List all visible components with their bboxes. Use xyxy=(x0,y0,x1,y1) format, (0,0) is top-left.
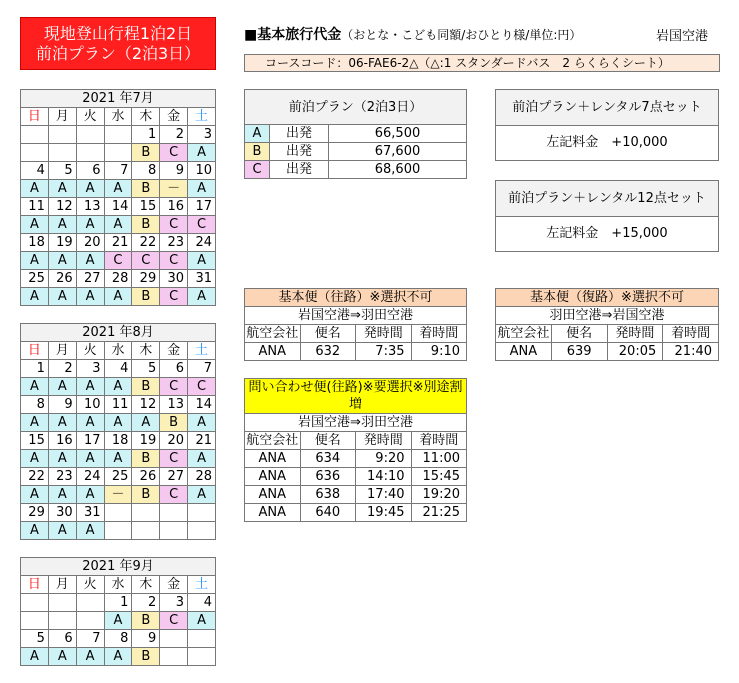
calendar-price-code: A xyxy=(104,288,132,306)
flight-cell: ANA xyxy=(245,343,301,361)
weekday-header: 火 xyxy=(76,576,104,594)
departure-airport: 岩国空港 xyxy=(656,29,709,44)
calendar-price-code xyxy=(104,522,132,540)
weekday-header: 金 xyxy=(160,342,188,360)
calendar-price-code: A xyxy=(48,216,76,234)
calendar-day: 13 xyxy=(160,396,188,414)
calendar-price-code: B xyxy=(132,180,160,198)
weekday-header: 金 xyxy=(160,576,188,594)
weekday-header: 水 xyxy=(104,108,132,126)
calendar-price-code: A xyxy=(132,414,160,432)
calendar-day: 23 xyxy=(48,468,76,486)
flight-cell: ANA xyxy=(245,504,301,522)
plan-title-line2: 前泊プラン（2泊3日） xyxy=(35,44,201,63)
flight-row xyxy=(496,343,719,361)
calendar-price-code: A xyxy=(188,612,216,630)
flight-cell: 638 xyxy=(300,486,356,504)
calendar-price-code: C xyxy=(160,612,188,630)
calendar-price-code: A xyxy=(48,648,76,666)
calendar-day: 6 xyxy=(160,360,188,378)
calendar-price-code: C xyxy=(160,144,188,162)
calendar-day: 7 xyxy=(104,162,132,180)
calendar-day: 4 xyxy=(21,162,49,180)
flight-cell: ANA xyxy=(245,486,301,504)
calendar-day: 28 xyxy=(188,468,216,486)
flight-column-header: 発時間 xyxy=(607,325,663,343)
calendar-day: 7 xyxy=(188,360,216,378)
calendar-price-code: A xyxy=(76,216,104,234)
calendar-price-code: － xyxy=(160,180,188,198)
calendar-day xyxy=(48,594,76,612)
calendar-day: 31 xyxy=(76,504,104,522)
calendar-day: 23 xyxy=(160,234,188,252)
flight-cell: 11:00 xyxy=(411,450,467,468)
flight-row xyxy=(245,450,467,468)
price-code: A xyxy=(245,125,270,143)
calendar-day: 10 xyxy=(188,162,216,180)
weekday-header: 水 xyxy=(104,342,132,360)
flight-row xyxy=(245,343,467,361)
calendar-price-code: C xyxy=(160,486,188,504)
calendar-price-code: B xyxy=(160,414,188,432)
rental-12-header: 前泊プラン＋レンタル12点セット xyxy=(496,181,718,217)
calendar-price-code: A xyxy=(188,414,216,432)
weekday-header: 月 xyxy=(48,576,76,594)
price-code: B xyxy=(245,143,270,161)
flight-cell: 21:40 xyxy=(663,343,719,361)
calendar-price-code xyxy=(21,612,49,630)
calendar-day: 14 xyxy=(188,396,216,414)
price-heading xyxy=(244,24,581,44)
calendar-day: 26 xyxy=(132,468,160,486)
calendar-price-code: C xyxy=(160,378,188,396)
calendar-day: 6 xyxy=(48,630,76,648)
calendar-price-code: A xyxy=(104,180,132,198)
flight-column-header: 着時間 xyxy=(663,325,719,343)
calendar-price-code: A xyxy=(104,216,132,234)
calendar-price-code: A xyxy=(21,414,49,432)
flight-cell: 9:20 xyxy=(356,450,412,468)
flight-route: 岩国空港⇒羽田空港 xyxy=(245,414,467,432)
calendar-day: 8 xyxy=(132,162,160,180)
calendar-price-code: B xyxy=(132,378,160,396)
rental-12-price: 左記料金 +15,000 xyxy=(546,226,668,241)
calendar-price-code: A xyxy=(76,414,104,432)
calendar-day xyxy=(160,504,188,522)
calendar-day xyxy=(76,594,104,612)
flight-cell: 15:45 xyxy=(411,468,467,486)
calendar-day: 12 xyxy=(132,396,160,414)
calendar-price-code: A xyxy=(76,252,104,270)
weekday-header: 月 xyxy=(48,342,76,360)
calendar-price-code: A xyxy=(21,288,49,306)
calendar-price-code: A xyxy=(104,378,132,396)
flight-column-header: 航空会社 xyxy=(246,433,299,448)
calendar-price-code: A xyxy=(21,450,49,468)
flight-cell: 14:10 xyxy=(356,468,412,486)
flight-cell: ANA xyxy=(245,450,301,468)
price-label: 出発 xyxy=(270,143,329,161)
calendar-price-code: C xyxy=(104,252,132,270)
calendar-price-code: A xyxy=(188,252,216,270)
flight-row xyxy=(245,486,467,504)
calendar-day: 1 xyxy=(104,594,132,612)
calendar-price-code: B xyxy=(132,486,160,504)
calendar-price-code: A xyxy=(188,180,216,198)
calendar-price-code: A xyxy=(76,378,104,396)
calendar-price-code: A xyxy=(21,378,49,396)
price-code: C xyxy=(245,161,270,179)
calendar-price-code xyxy=(48,144,76,162)
calendar-price-code: A xyxy=(21,486,49,504)
calendar-day: 31 xyxy=(188,270,216,288)
calendar-price-code: C xyxy=(160,252,188,270)
calendar-day: 27 xyxy=(160,468,188,486)
calendar-price-code: C xyxy=(160,288,188,306)
calendar-day: 14 xyxy=(104,198,132,216)
calendar-price-code: B xyxy=(132,288,160,306)
flight-column-header: 便名 xyxy=(551,325,607,343)
calendar-price-code xyxy=(132,522,160,540)
flight-cell: 640 xyxy=(300,504,356,522)
calendar-price-code: － xyxy=(104,486,132,504)
calendar-day: 27 xyxy=(76,270,104,288)
flight-column-header: 便名 xyxy=(300,432,356,450)
flight-row xyxy=(245,468,467,486)
weekday-header: 土 xyxy=(188,108,216,126)
calendar-day xyxy=(104,504,132,522)
calendar-day: 16 xyxy=(48,432,76,450)
calendar-price-code: A xyxy=(104,414,132,432)
price-row xyxy=(245,125,467,143)
flight-row xyxy=(245,504,467,522)
calendar-day: 24 xyxy=(76,468,104,486)
flight-cell: 632 xyxy=(300,343,356,361)
calendar-day: 11 xyxy=(21,198,49,216)
calendar-price-code: A xyxy=(48,252,76,270)
inquiry-flight-table xyxy=(244,378,467,522)
calendar-day xyxy=(76,126,104,144)
calendar-day: 2 xyxy=(132,594,160,612)
flight-table-title: 基本便（往路）※選択不可 xyxy=(245,289,467,307)
calendar-day: 30 xyxy=(160,270,188,288)
calendar-day: 15 xyxy=(132,198,160,216)
calendar-price-code xyxy=(160,648,188,666)
flight-column-header: 航空会社 xyxy=(246,326,299,341)
calendar-price-code: A xyxy=(104,648,132,666)
flight-column-header: 発時間 xyxy=(356,325,412,343)
calendar-price-code: A xyxy=(188,144,216,162)
calendar-price-code: A xyxy=(188,486,216,504)
calendar-day: 22 xyxy=(21,468,49,486)
calendar-price-code xyxy=(188,648,216,666)
weekday-header: 水 xyxy=(104,576,132,594)
weekday-header: 日 xyxy=(21,342,49,360)
return-flight-table xyxy=(495,288,719,361)
calendar-price-code xyxy=(76,144,104,162)
flight-cell: 19:45 xyxy=(356,504,412,522)
calendar-day xyxy=(21,594,49,612)
calendar-day: 3 xyxy=(160,594,188,612)
calendar-day: 10 xyxy=(76,396,104,414)
weekday-header: 月 xyxy=(48,108,76,126)
calendar-day: 24 xyxy=(188,234,216,252)
weekday-header: 金 xyxy=(160,108,188,126)
calendar-price-code: C xyxy=(188,378,216,396)
calendar-price-code: C xyxy=(160,216,188,234)
flight-cell: 17:40 xyxy=(356,486,412,504)
rental-7-header: 前泊プラン＋レンタル7点セット xyxy=(496,90,718,126)
calendar-price-code xyxy=(21,144,49,162)
flight-cell: 19:20 xyxy=(411,486,467,504)
calendar-day xyxy=(132,504,160,522)
calendar-day: 29 xyxy=(132,270,160,288)
calendar-day: 5 xyxy=(21,630,49,648)
calendar-price-code: A xyxy=(21,522,49,540)
calendar-price-code: A xyxy=(21,216,49,234)
calendar-day xyxy=(104,126,132,144)
weekday-header: 木 xyxy=(132,108,160,126)
calendar-day xyxy=(188,504,216,522)
flight-table-title: 問い合わせ便(往路)※要選択※別途割増 xyxy=(245,379,467,414)
calendar-price-code: A xyxy=(21,180,49,198)
calendar-day: 4 xyxy=(188,594,216,612)
calendar-price-code xyxy=(160,522,188,540)
weekday-header: 日 xyxy=(21,576,49,594)
calendar-price-code: A xyxy=(76,486,104,504)
calendar-day: 3 xyxy=(76,360,104,378)
flight-cell: 636 xyxy=(300,468,356,486)
calendar-price-code: A xyxy=(76,522,104,540)
flight-column-header: 着時間 xyxy=(411,325,467,343)
flight-cell: 7:35 xyxy=(356,343,412,361)
calendar-price-code: A xyxy=(76,450,104,468)
calendar-day: 8 xyxy=(21,396,49,414)
rental-7-price: 左記料金 +10,000 xyxy=(546,135,668,150)
flight-column-header: 発時間 xyxy=(356,432,412,450)
calendar-month-caption: 2021 年8月 xyxy=(21,324,216,342)
flight-table-title: 基本便（復路）※選択不可 xyxy=(496,289,719,307)
calendar-price-code xyxy=(48,612,76,630)
calendar-price-code xyxy=(104,144,132,162)
flight-cell: 639 xyxy=(551,343,607,361)
calendar-price-code: C xyxy=(160,450,188,468)
calendar-day: 2 xyxy=(48,360,76,378)
weekday-header: 土 xyxy=(188,342,216,360)
price-table xyxy=(244,89,467,179)
calendar-day: 12 xyxy=(48,198,76,216)
calendar-price-code: A xyxy=(48,522,76,540)
calendar-price-code: A xyxy=(104,612,132,630)
price-heading-main: ■基本旅行代金 xyxy=(244,27,342,43)
rental-12-box xyxy=(495,180,719,252)
price-value: 68,600 xyxy=(329,161,467,179)
calendar-day: 22 xyxy=(132,234,160,252)
calendar-price-code: A xyxy=(48,288,76,306)
flight-cell: ANA xyxy=(245,468,301,486)
calendar-price-code: A xyxy=(48,486,76,504)
flight-column-header: 便名 xyxy=(300,325,356,343)
calendar-price-code: A xyxy=(48,414,76,432)
price-table-header: 前泊プラン（2泊3日） xyxy=(245,90,467,125)
calendar-day: 20 xyxy=(76,234,104,252)
calendar-day: 7 xyxy=(76,630,104,648)
calendar-price-code: B xyxy=(132,144,160,162)
calendar-day: 25 xyxy=(104,468,132,486)
calendar-price-code xyxy=(188,522,216,540)
calendar-price-code: A xyxy=(188,450,216,468)
calendar-day: 4 xyxy=(104,360,132,378)
calendar-august xyxy=(20,323,216,540)
calendar-day: 9 xyxy=(132,630,160,648)
calendar-day: 16 xyxy=(160,198,188,216)
price-label: 出発 xyxy=(270,161,329,179)
weekday-header: 木 xyxy=(132,342,160,360)
calendar-price-code: A xyxy=(76,180,104,198)
calendar-day: 13 xyxy=(76,198,104,216)
price-row xyxy=(245,161,467,179)
calendar-day xyxy=(160,630,188,648)
calendar-price-code: A xyxy=(48,180,76,198)
calendar-day: 6 xyxy=(76,162,104,180)
calendar-day: 9 xyxy=(160,162,188,180)
calendar-day: 17 xyxy=(188,198,216,216)
calendar-day: 28 xyxy=(104,270,132,288)
calendar-price-code: A xyxy=(48,450,76,468)
calendar-price-code: A xyxy=(76,288,104,306)
flight-route: 羽田空港⇒岩国空港 xyxy=(496,307,719,325)
calendar-day: 29 xyxy=(21,504,49,522)
calendar-price-code: B xyxy=(132,216,160,234)
calendar-day xyxy=(48,126,76,144)
calendar-price-code: C xyxy=(188,216,216,234)
rental-7-box xyxy=(495,89,719,161)
calendar-day: 9 xyxy=(48,396,76,414)
calendar-day: 8 xyxy=(104,630,132,648)
calendar-month-caption: 2021 年9月 xyxy=(21,558,216,576)
calendar-price-code: A xyxy=(104,450,132,468)
flight-column-header: 航空会社 xyxy=(497,326,550,341)
calendar-day: 5 xyxy=(132,360,160,378)
outbound-flight-table xyxy=(244,288,467,361)
flight-column-header: 着時間 xyxy=(411,432,467,450)
calendar-day: 26 xyxy=(48,270,76,288)
calendar-day: 3 xyxy=(188,126,216,144)
calendar-price-code: A xyxy=(21,252,49,270)
calendar-july xyxy=(20,89,216,306)
calendar-price-code: B xyxy=(132,612,160,630)
calendar-price-code: A xyxy=(76,648,104,666)
price-value: 66,500 xyxy=(329,125,467,143)
calendar-price-code: A xyxy=(21,648,49,666)
calendar-day: 1 xyxy=(132,126,160,144)
calendar-day: 5 xyxy=(48,162,76,180)
calendar-day: 30 xyxy=(48,504,76,522)
flight-cell: 634 xyxy=(300,450,356,468)
price-label: 出発 xyxy=(270,125,329,143)
calendar-day: 15 xyxy=(21,432,49,450)
flight-cell: 9:10 xyxy=(411,343,467,361)
calendar-price-code xyxy=(76,612,104,630)
calendar-day xyxy=(188,630,216,648)
calendar-price-code: A xyxy=(188,288,216,306)
calendar-day: 18 xyxy=(21,234,49,252)
calendar-price-code: B xyxy=(132,648,160,666)
calendar-day: 19 xyxy=(48,234,76,252)
calendar-day: 2 xyxy=(160,126,188,144)
calendar-day: 18 xyxy=(104,432,132,450)
calendar-day: 21 xyxy=(188,432,216,450)
calendar-day: 19 xyxy=(132,432,160,450)
calendar-price-code: B xyxy=(132,450,160,468)
calendar-day: 20 xyxy=(160,432,188,450)
calendar-day: 21 xyxy=(104,234,132,252)
price-value: 67,600 xyxy=(329,143,467,161)
calendar-price-code: C xyxy=(132,252,160,270)
calendar-day: 11 xyxy=(104,396,132,414)
price-heading-sub: （おとな・こども同額/おひとり様/単位:円） xyxy=(341,28,582,42)
calendar-month-caption: 2021 年7月 xyxy=(21,90,216,108)
flight-cell: 20:05 xyxy=(607,343,663,361)
calendar-day: 17 xyxy=(76,432,104,450)
calendar-day: 1 xyxy=(21,360,49,378)
weekday-header: 火 xyxy=(76,108,104,126)
plan-title-line1: 現地登山行程1泊2日 xyxy=(43,24,193,43)
plan-title-box xyxy=(20,17,216,70)
weekday-header: 木 xyxy=(132,576,160,594)
calendar-price-code: A xyxy=(48,378,76,396)
calendar-september xyxy=(20,557,216,666)
weekday-header: 土 xyxy=(188,576,216,594)
course-code: コースコード：06-FAE6-2△（△:1 スタンダードバス 2 らくらくシート） xyxy=(244,54,720,72)
weekday-header: 日 xyxy=(21,108,49,126)
flight-cell: ANA xyxy=(496,343,552,361)
flight-route: 岩国空港⇒羽田空港 xyxy=(245,307,467,325)
price-row xyxy=(245,143,467,161)
flight-cell: 21:25 xyxy=(411,504,467,522)
weekday-header: 火 xyxy=(76,342,104,360)
calendar-day: 25 xyxy=(21,270,49,288)
calendar-day xyxy=(21,126,49,144)
